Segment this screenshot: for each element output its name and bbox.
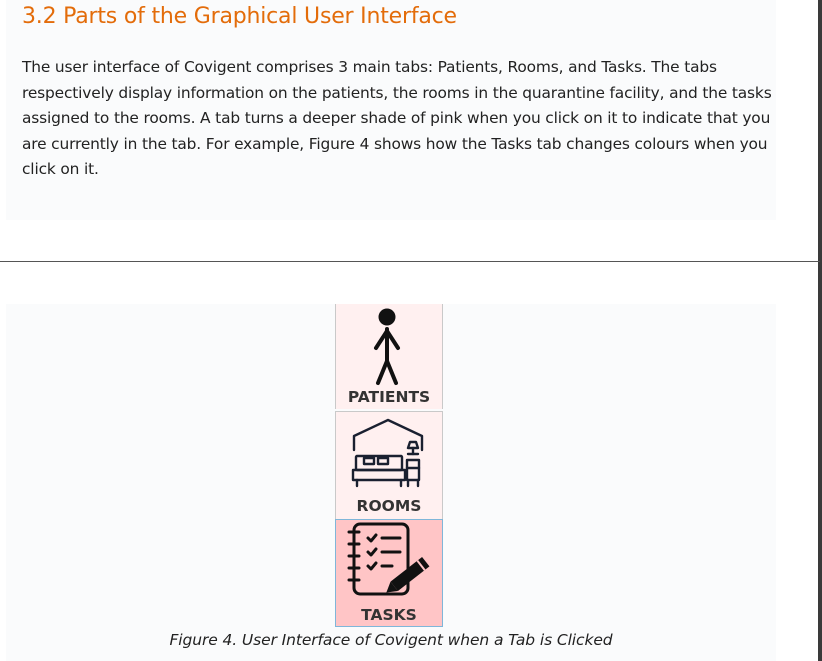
- page-edge: [818, 0, 822, 661]
- tab-patients-label: PATIENTS: [347, 388, 431, 406]
- figure-caption: Figure 4. User Interface of Covigent when a Tab is Clicked: [169, 631, 613, 649]
- section-divider: [0, 261, 820, 262]
- tab-tasks[interactable]: [335, 519, 443, 627]
- section-3-2: [6, 0, 776, 220]
- tab-patients[interactable]: [335, 304, 443, 409]
- tab-rooms-label: ROOMS: [356, 497, 422, 515]
- section-heading: 3.2 Parts of the Graphical User Interface: [22, 4, 457, 29]
- bedroom-icon: [336, 412, 444, 496]
- checklist-pencil-icon: [336, 520, 442, 604]
- tab-tasks-label: TASKS: [361, 606, 417, 624]
- section-paragraph: The user interface of Covigent comprises 3 main tabs: Patients, Rooms, and Tasks. The tabs respectively display information on the patients, the rooms in the quarantine facility, and the tasks assigned to the rooms. A tab turns a deeper shade of pink when you click on it to indicate that you are currently in the tab. For example, Figure 4 shows how the Tasks tab changes colours when you click on it.: [22, 58, 772, 178]
- person-icon: [336, 304, 444, 388]
- tab-rooms[interactable]: [335, 411, 443, 520]
